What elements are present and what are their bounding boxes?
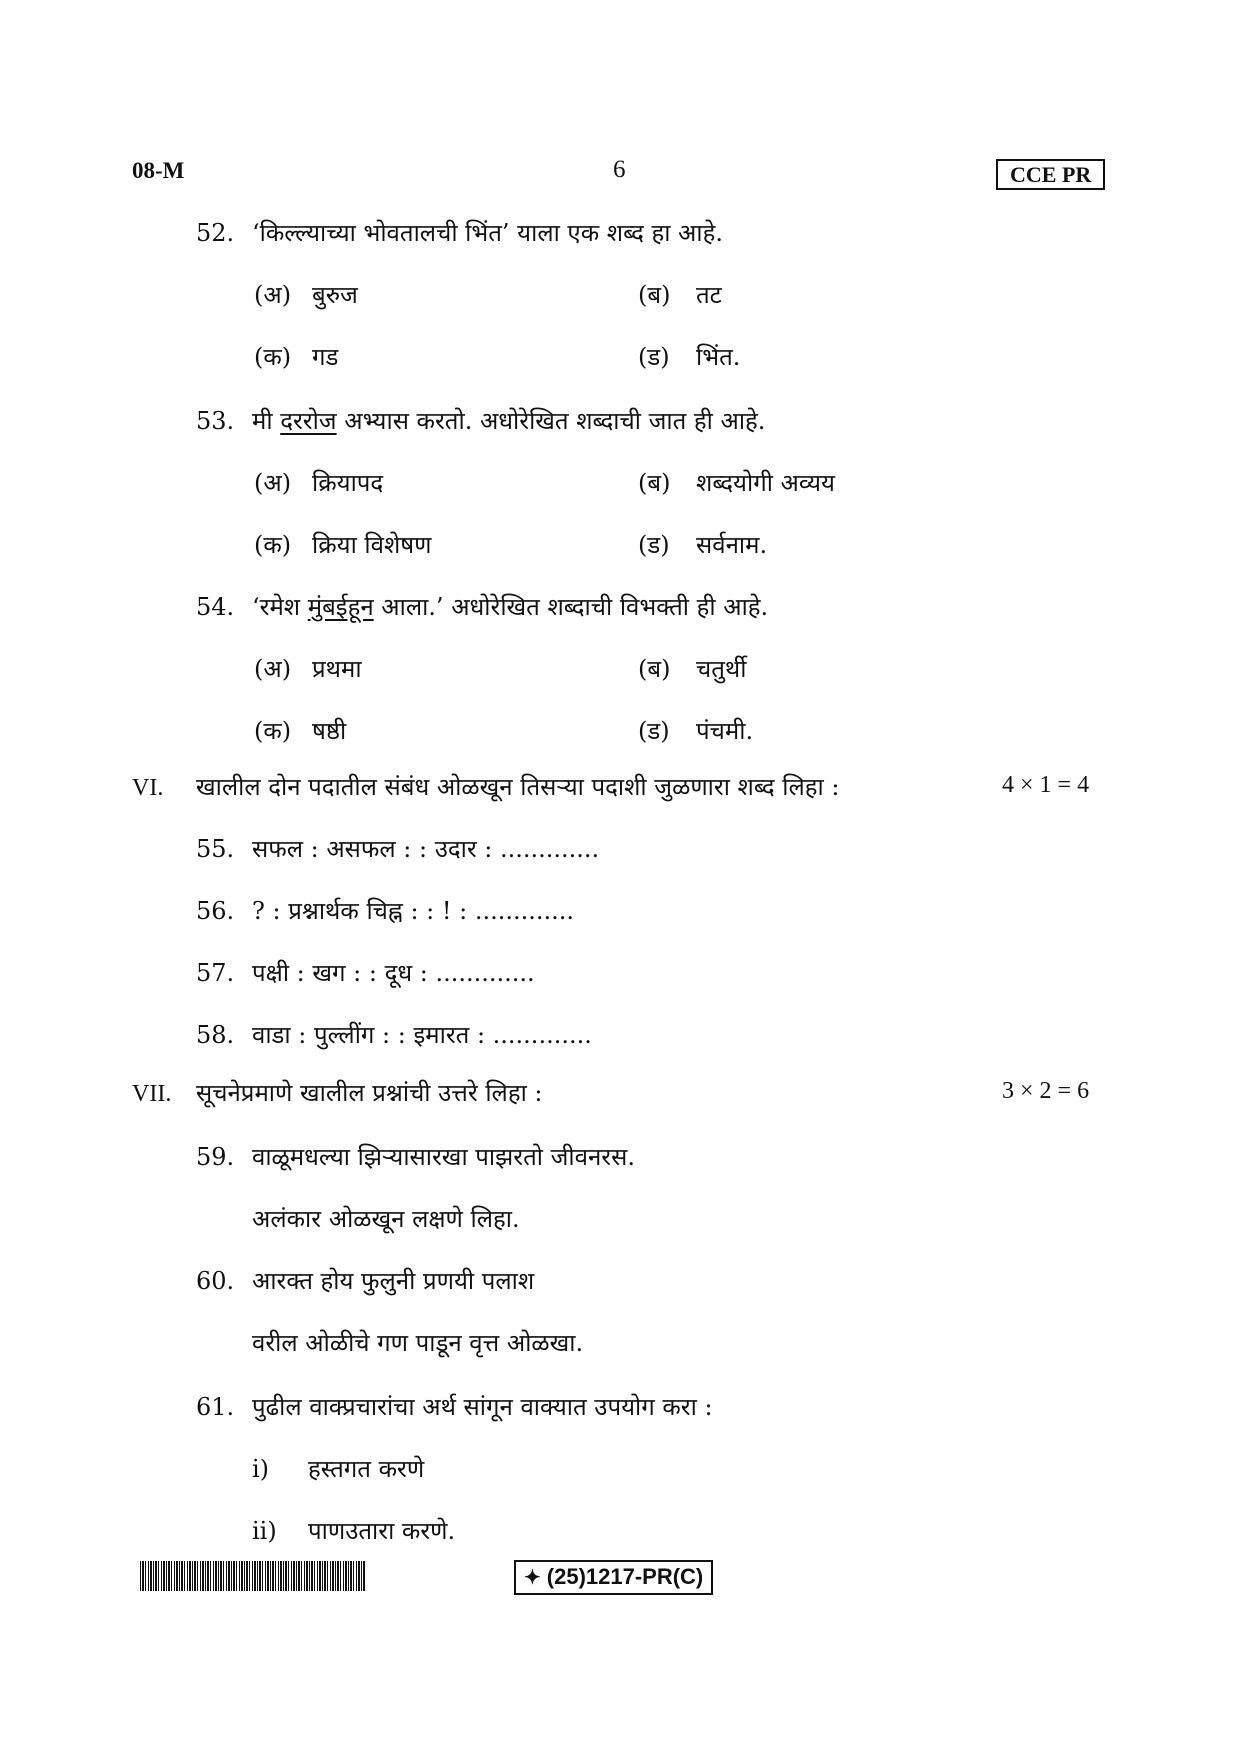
- barcode: [140, 1561, 366, 1591]
- question-59: [196, 1140, 635, 1173]
- option-b: [638, 466, 835, 499]
- option-text: तट: [696, 281, 722, 309]
- option-text: चतुर्थी: [696, 655, 747, 683]
- option-label: (अ): [254, 655, 292, 683]
- option-a: [254, 466, 383, 499]
- option-b: [638, 652, 746, 685]
- question-text: वाळूमधल्या झिऱ्यासारखा पाझरतो जीवनरस.: [252, 1143, 635, 1171]
- item-label: i): [252, 1455, 270, 1483]
- option-label: (अ): [254, 469, 292, 497]
- footer-code: (25)1217-PR(C): [546, 1564, 704, 1589]
- question-text: पक्षी : खग : : दूध : .............: [252, 959, 535, 987]
- question-number: 61.: [196, 1393, 235, 1421]
- option-text: प्रथमा: [312, 655, 362, 683]
- question-number: 56.: [196, 897, 235, 925]
- option-text: शब्दयोगी अव्यय: [696, 469, 835, 497]
- option-text: बुरुज: [312, 281, 358, 309]
- question-number: 53.: [196, 407, 235, 435]
- option-d: [638, 340, 740, 373]
- question-text: आरक्त होय फुलुनी प्रणयी पलाश: [252, 1267, 535, 1295]
- question-text-post: अभ्यास करतो. अधोरेखित शब्दाची जात ही आहे.: [336, 407, 766, 435]
- question-text-pre: ‘रमेश: [252, 593, 308, 621]
- section-title: सूचनेप्रमाणे खालील प्रश्नांची उत्तरे लिहा :: [196, 1079, 543, 1107]
- option-c: [254, 714, 346, 747]
- question-number: 60.: [196, 1267, 235, 1295]
- question-52: [196, 216, 723, 249]
- section-title: खालील दोन पदातील संबंध ओळखून तिसऱ्या पदाशी जुळणारा शब्द लिहा :: [196, 773, 840, 801]
- option-label: (अ): [254, 281, 292, 309]
- item-text: पाणउतारा करणे.: [308, 1517, 456, 1545]
- option-a: [254, 652, 362, 685]
- option-a: [254, 278, 358, 311]
- section-7-marks: 3 × 2 = 6: [1002, 1078, 1090, 1104]
- option-text: षष्ठी: [312, 717, 347, 745]
- option-c: [254, 340, 338, 373]
- question-60-instruction: वरील ओळीचे गण पाडून वृत्त ओळखा.: [252, 1329, 584, 1357]
- option-label: (ड): [638, 717, 670, 745]
- option-label: (ड): [638, 343, 670, 371]
- option-text: भिंत.: [696, 343, 741, 371]
- question-number: 52.: [196, 219, 235, 247]
- question-text: पुढील वाक्प्रचारांचा अर्थ सांगून वाक्यात उपयोग करा :: [252, 1393, 713, 1421]
- option-label: (ब): [638, 281, 671, 309]
- section-number: VII.: [132, 1081, 172, 1107]
- question-text-post: आला.’ अधोरेखित शब्दाची विभक्ती ही आहे.: [373, 593, 769, 621]
- series-box: CCE PR: [996, 159, 1105, 190]
- footer-code-box: [514, 1560, 713, 1595]
- page-number: 6: [613, 156, 626, 183]
- option-text: पंचमी.: [696, 717, 754, 745]
- option-text: गड: [312, 343, 339, 371]
- question-54: [196, 590, 768, 623]
- option-text: क्रिया विशेषण: [312, 531, 432, 559]
- question-text: ? : प्रश्नार्थक चिह्न : : ! : .............: [252, 897, 575, 925]
- question-56: [196, 894, 574, 927]
- item-label: ii): [252, 1517, 277, 1545]
- question-number: 54.: [196, 593, 235, 621]
- question-number: 57.: [196, 959, 235, 987]
- question-text-pre: मी: [252, 407, 281, 435]
- question-61-item-ii: [252, 1514, 455, 1547]
- question-60: [196, 1264, 534, 1297]
- question-number: 59.: [196, 1143, 235, 1171]
- question-text: सफल : असफल : : उदार : .............: [252, 835, 600, 863]
- question-number: 58.: [196, 1021, 235, 1049]
- option-b: [638, 278, 722, 311]
- question-59-instruction: अलंकार ओळखून लक्षणे लिहा.: [252, 1205, 520, 1233]
- section-number: VI.: [132, 775, 164, 801]
- section-7-heading: [132, 1076, 543, 1109]
- section-6-heading: [132, 770, 839, 803]
- option-label: (ब): [638, 655, 671, 683]
- star-icon: ✦: [524, 1567, 541, 1589]
- option-label: (ब): [638, 469, 671, 497]
- question-53: [196, 404, 765, 437]
- option-text: क्रियापद: [312, 469, 384, 497]
- question-61-item-i: [252, 1452, 424, 1485]
- option-label: (क): [254, 717, 292, 745]
- option-d: [638, 528, 767, 561]
- option-c: [254, 528, 432, 561]
- option-label: (ड): [638, 531, 670, 559]
- question-55: [196, 832, 599, 865]
- option-label: (क): [254, 343, 292, 371]
- item-text: हस्तगत करणे: [308, 1455, 425, 1483]
- option-d: [638, 714, 753, 747]
- question-text: ‘किल्ल्याच्या भोवतालची भिंत’ याला एक शब्द हा आहे.: [252, 219, 723, 247]
- underlined-word: दररोज: [280, 407, 337, 435]
- question-61: [196, 1390, 713, 1423]
- underlined-word: मुंबईहून: [307, 593, 374, 621]
- question-58: [196, 1018, 592, 1051]
- question-text: वाडा : पुल्लींग : : इमारत : .............: [252, 1021, 592, 1049]
- option-label: (क): [254, 531, 292, 559]
- paper-code: 08-M: [132, 158, 185, 183]
- question-57: [196, 956, 535, 989]
- option-text: सर्वनाम.: [696, 531, 768, 559]
- section-6-marks: 4 × 1 = 4: [1002, 772, 1090, 798]
- question-number: 55.: [196, 835, 235, 863]
